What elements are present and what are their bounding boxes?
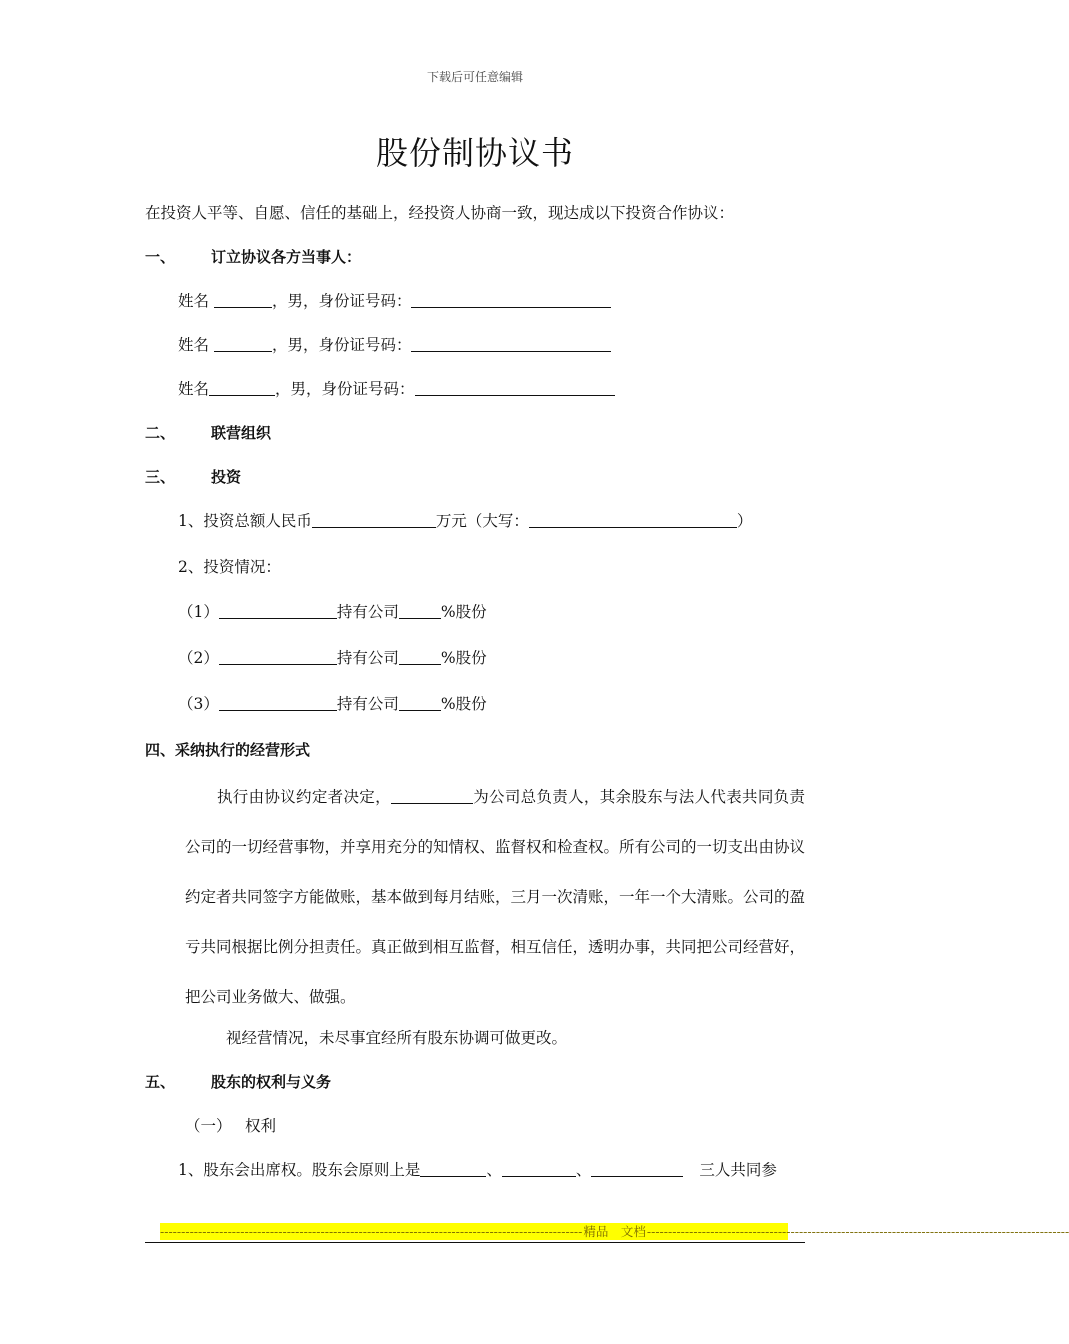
shareholder-blank-3[interactable]	[591, 1160, 683, 1177]
party-line-2	[178, 333, 611, 355]
header-note: 下载后可任意编辑	[426, 70, 523, 84]
holder-mid-label: 持有公司	[336, 603, 399, 621]
holder-number: （2）	[178, 649, 219, 667]
holder-name-blank[interactable]	[219, 648, 337, 665]
amount-unit-label: 万元（大写：	[435, 512, 529, 530]
operation-note: 视经营情况，未尽事宜经所有股东协调可做更改。	[226, 1029, 568, 1047]
section-title: 联营组织	[211, 424, 272, 442]
general-manager-blank[interactable]	[391, 787, 473, 804]
holder-name-blank[interactable]	[219, 602, 337, 619]
holder-line-2	[178, 646, 487, 668]
share-suffix-label: %股份	[440, 649, 487, 667]
rights-item-1	[178, 1158, 777, 1180]
share-percent-blank[interactable]	[399, 648, 441, 665]
intro-text: 在投资人平等、自愿、信任的基础上，经投资人协商一致，现达成以下投资合作协议：	[145, 204, 735, 222]
footer-dashes-left: ----------------------------------------------------------------------------------------------------	[160, 1224, 583, 1239]
holder-mid-label: 持有公司	[336, 695, 399, 713]
holder-number: （3）	[178, 695, 219, 713]
section-title: 股东的权利与义务	[211, 1073, 332, 1091]
holder-number: （1）	[178, 603, 219, 621]
shareholder-blank-2[interactable]	[502, 1160, 576, 1177]
holder-name-blank[interactable]	[219, 694, 337, 711]
footer-text: 精品 文档	[583, 1224, 646, 1239]
party-line-3	[178, 377, 615, 399]
section-number: 二、	[145, 424, 176, 442]
closing-paren: ）	[736, 512, 753, 530]
rights-item-1-suffix: 三人共同参	[699, 1161, 777, 1179]
section-3-heading	[145, 466, 241, 487]
holder-line-3	[178, 692, 487, 714]
operation-para-rest: 为公司总负责人，其余股东与法人代表共同负责公司的一切经营事物，并享用充分的知情权、监督权和检查权。所有公司的一切支出由协议约定者共同签字方能做账，基本做到每月结账，三月一次清账，一年一个大清账。公司的盈亏共同根据比例分担责任。真正做到相互监督，相互信任，透明办事，共同把公司经营好，把公司业务做大、做强。	[185, 788, 806, 1006]
name-blank[interactable]	[214, 291, 272, 308]
name-blank[interactable]	[214, 335, 272, 352]
id-number-blank[interactable]	[415, 379, 615, 396]
id-number-blank[interactable]	[411, 335, 611, 352]
name-label: 姓名	[178, 380, 210, 398]
holder-mid-label: 持有公司	[336, 649, 399, 667]
section-number: 一、	[145, 248, 176, 266]
operation-para-start: 执行由协议约定者决定，	[217, 788, 391, 806]
section-title: 订立协议各方当事人：	[211, 248, 362, 266]
document-title: 股份制协议书	[375, 134, 574, 172]
gender-id-label: ，男，身份证号码：	[275, 380, 415, 398]
footer-banner	[160, 1223, 1069, 1240]
rights-subheading	[185, 1114, 276, 1136]
gender-id-label: ，男，身份证号码：	[271, 336, 412, 354]
investment-detail-label: 2、投资情况：	[178, 558, 281, 576]
footer-dashes-right: ----------------------------------------------------------------------------------------------------	[646, 1224, 1069, 1239]
id-number-blank[interactable]	[411, 291, 611, 308]
share-percent-blank[interactable]	[399, 602, 441, 619]
party-line-1	[178, 289, 611, 311]
section-2-heading	[145, 422, 271, 443]
section-1-heading	[145, 246, 361, 267]
share-percent-blank[interactable]	[399, 694, 441, 711]
section-number: 三、	[145, 468, 176, 486]
separator: 、	[486, 1161, 502, 1179]
section-number: 五、	[145, 1073, 176, 1091]
section-title: 投资	[211, 468, 242, 486]
shareholder-blank-1[interactable]	[420, 1160, 486, 1177]
sub-title: 权利	[245, 1117, 277, 1135]
investment-total-label: 1、投资总额人民币	[178, 512, 312, 530]
name-label: 姓名	[178, 336, 210, 354]
operation-paragraph	[185, 772, 805, 1022]
section-5-heading	[145, 1071, 331, 1092]
name-blank[interactable]	[209, 379, 275, 396]
section-4-heading: 四、采纳执行的经营形式	[145, 741, 311, 759]
footer-rule	[145, 1242, 805, 1243]
amount-blank[interactable]	[312, 511, 436, 528]
amount-uppercase-blank[interactable]	[529, 511, 737, 528]
holder-line-1	[178, 600, 487, 622]
gender-id-label: ，男，身份证号码：	[271, 292, 412, 310]
investment-total-line	[178, 509, 752, 531]
sub-number: （一）	[185, 1117, 232, 1135]
share-suffix-label: %股份	[440, 603, 487, 621]
separator: 、	[575, 1161, 592, 1179]
name-label: 姓名	[178, 292, 210, 310]
rights-item-1-label: 1、股东会出席权。股东会原则上是	[178, 1161, 421, 1179]
share-suffix-label: %股份	[440, 695, 487, 713]
